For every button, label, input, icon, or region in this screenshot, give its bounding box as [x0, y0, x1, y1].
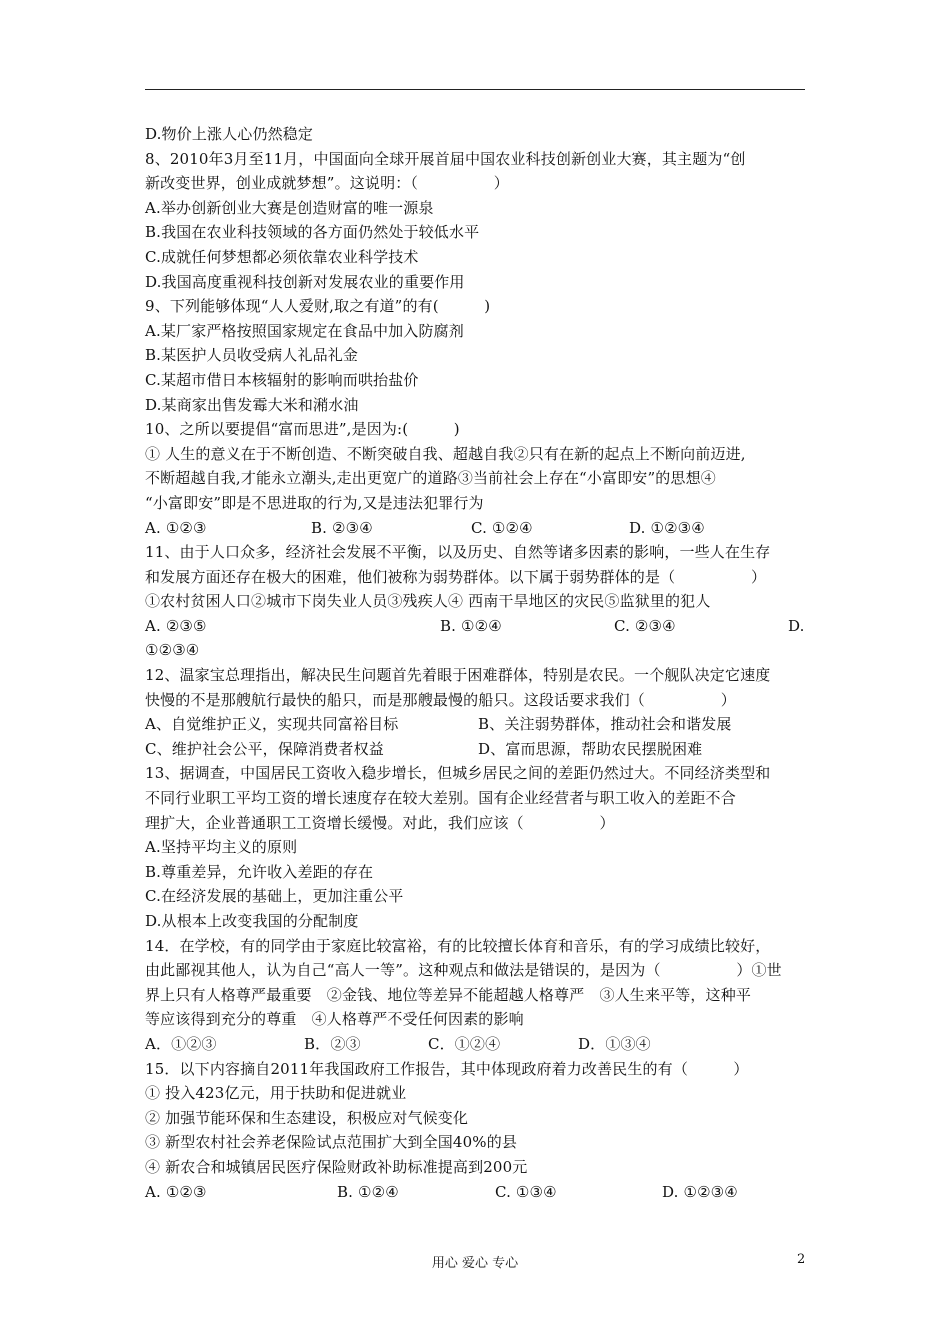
- question-8-stem-cont: 新改变世界，创业成就梦想”。这说明：（ ）: [145, 174, 509, 193]
- option-d: D.从根本上改变我国的分配制度: [145, 912, 359, 930]
- question-13-stem: 13、据调查，中国居民工资收入稳步增长，但城乡居民之间的差距仍然过大。不同经济类型和: [145, 764, 771, 783]
- question-13-stem-cont: 理扩大，企业普通职工工资增长缓慢。对此，我们应该（ ）: [145, 813, 615, 832]
- option-a: A.某厂家严格按照国家规定在食品中加入防腐剂: [145, 321, 464, 340]
- option-c: C．①②④: [428, 1034, 501, 1053]
- question-12-options-row: [145, 737, 807, 762]
- option-c: C. ②③④: [614, 616, 676, 635]
- question-10-statement: ① 人生的意义在于不断创造、不断突破自我、超越自我②只有在新的起点上不断向前迈进,: [145, 444, 746, 463]
- option-b: B、关注弱势群体，推动社会和谐发展: [478, 715, 732, 734]
- option-c: C.在经济发展的基础上，更加注重公平: [145, 887, 404, 906]
- question-9-stem: 9、下列能够体现“人人爱财,取之有道”的有( ): [145, 297, 491, 316]
- question-14-statement: 界上只有人格尊严最重要 ②金钱、地位等差异不能超越人格尊严 ③人生来平等，这种平: [145, 985, 752, 1004]
- option-b: B. ②③④: [311, 518, 373, 537]
- option-d: D.某商家出售发霉大米和潲水油: [145, 395, 359, 414]
- option-a: A. ①②③: [145, 518, 207, 537]
- option-c: C.某超市借日本核辐射的影响而哄抬盐价: [145, 370, 419, 389]
- header-rule: [145, 89, 805, 90]
- option-b: B.某医护人员收受病人礼品礼金: [145, 346, 359, 365]
- option-d: D. ①②③④: [629, 518, 705, 537]
- option-b: B.我国在农业科技领域的各方面仍然处于较低水平: [145, 223, 480, 242]
- question-11-stem-cont: 和发展方面还存在极大的困难，他们被称为弱势群体。以下属于弱势群体的是（ ）: [145, 567, 767, 586]
- option-b: B. ①②④: [337, 1182, 399, 1201]
- page-footer: 用心 爱心 专心: [431, 1256, 519, 1271]
- text-line: D.物价上涨人心仍然稳定: [145, 125, 314, 143]
- question-14-statement: 等应该得到充分的尊重 ④人格尊严不受任何因素的影响: [145, 1010, 524, 1029]
- question-11-stem: 11、由于人口众多，经济社会发展不平衡，以及历史、自然等诸多因素的影响，一些人在生存: [145, 543, 771, 562]
- option-d: D.: [788, 616, 805, 635]
- question-15-statement: ① 投入423亿元，用于扶助和促进就业: [145, 1084, 407, 1103]
- option-d: D.我国高度重视科技创新对发展农业的重要作用: [145, 272, 465, 291]
- question-15-options: [145, 1180, 807, 1205]
- question-15-statement: ④ 新农合和城镇居民医疗保险财政补助标准提高到200元: [145, 1157, 528, 1176]
- question-10-stem: 10、之所以要提倡“富而思进”,是因为:( ): [145, 420, 460, 439]
- option-c: C、维护社会公平，保障消费者权益: [145, 739, 384, 758]
- question-10-options: [145, 516, 807, 541]
- question-15-statement: ③ 新型农村社会养老保险试点范围扩大到全国40%的县: [145, 1133, 518, 1152]
- question-12-stem: 12、温家宝总理指出，解决民生问题首先着眼于困难群体，特别是农民。一个舰队决定它速度: [145, 666, 771, 685]
- option-c: C. ①③④: [495, 1182, 557, 1201]
- question-10-statement: “小富即安”即是不思进取的行为,又是违法犯罪行为: [145, 493, 484, 512]
- document-body: [145, 122, 807, 1204]
- option-b: B．②③: [304, 1034, 361, 1053]
- option-b: B. ①②④: [440, 616, 502, 635]
- question-8-stem: 8、2010年3月至11月，中国面向全球开展首届中国农业科技创新创业大赛，其主题为“创: [145, 149, 746, 168]
- question-12-stem-cont: 快慢的不是那艘航行最快的船只，而是那艘最慢的船只。这段话要求我们（ ）: [145, 690, 736, 709]
- question-14-stem-cont: 由此鄙视其他人，认为自己“高人一等”。这种观点和做法是错误的，是因为（ ）①世: [145, 961, 782, 980]
- option-c: C. ①②④: [471, 518, 533, 537]
- option-a: A.举办创新创业大赛是创造财富的唯一源泉: [145, 198, 434, 217]
- option-d: D. ①②③④: [662, 1182, 738, 1201]
- option-a: A、自觉维护正义，实现共同富裕目标: [145, 715, 399, 734]
- question-12-options-row: [145, 712, 807, 737]
- option-a: A．①②③: [145, 1034, 217, 1053]
- option-b: B.尊重差异，允许收入差距的存在: [145, 862, 374, 881]
- question-15-stem: 15．以下内容摘自2011年我国政府工作报告，其中体现政府着力改善民生的有（ ）: [145, 1059, 749, 1078]
- option-a: A. ①②③: [145, 1182, 207, 1201]
- option-c: C.成就任何梦想都必须依靠农业科学技术: [145, 247, 419, 266]
- question-13-stem-cont: 不同行业职工平均工资的增长速度存在较大差别。国有企业经营者与职工收入的差距不合: [145, 789, 736, 808]
- question-10-statement: 不断超越自我,才能永立潮头,走出更宽广的道路③当前社会上存在“小富即安”的思想④: [145, 469, 716, 488]
- question-11-options: [145, 614, 807, 639]
- option-d: D．①③④: [578, 1034, 651, 1053]
- question-14-options: [145, 1032, 807, 1057]
- question-14-stem: 14．在学校，有的同学由于家庭比较富裕，有的比较擅长体育和音乐，有的学习成绩比较好，: [145, 936, 771, 955]
- question-15-statement: ② 加强节能环保和生态建设，积极应对气候变化: [145, 1108, 469, 1127]
- option-d: D、富而思源，帮助农民摆脱困难: [478, 739, 703, 758]
- option-a: A.坚持平均主义的原则: [145, 838, 298, 857]
- option-d-continued: ①②③④: [145, 641, 200, 660]
- option-a: A. ②③⑤: [145, 616, 207, 635]
- question-11-statement: ①农村贫困人口②城市下岗失业人员③残疾人④ 西南干旱地区的灾民⑤监狱里的犯人: [145, 592, 711, 611]
- page-number: 2: [797, 1252, 806, 1267]
